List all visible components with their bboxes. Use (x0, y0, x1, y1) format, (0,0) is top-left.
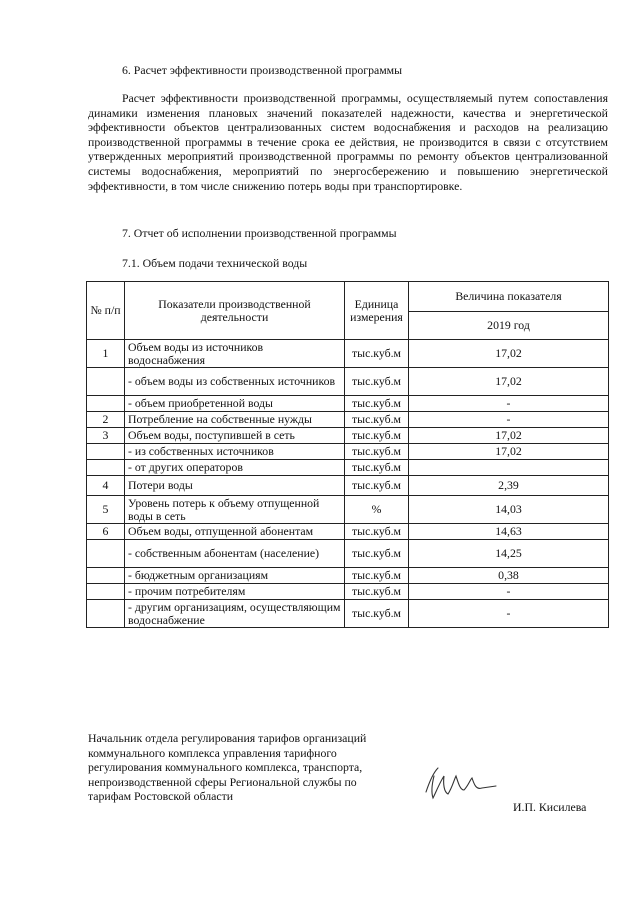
handwritten-signature (420, 762, 500, 804)
row-indicator: Уровень потерь к объему отпущенной воды в сеть (125, 496, 345, 524)
row-unit: тыс.куб.м (345, 476, 409, 496)
row-number (87, 368, 125, 396)
table-row (87, 540, 609, 568)
table-row (87, 368, 609, 396)
row-unit: тыс.куб.м (345, 368, 409, 396)
signature-title-line: непроизводственной сферы Региональной службы по (88, 774, 357, 789)
row-number (87, 568, 125, 584)
row-indicator: - объем приобретенной воды (125, 396, 345, 412)
row-number: 4 (87, 476, 125, 496)
signature-title-line: коммунального комплекса управления тарифного (88, 745, 337, 760)
row-indicator: - из собственных источников (125, 444, 345, 460)
signature-title-line: тарифам Ростовской области (88, 789, 234, 804)
row-indicator: Объем воды из источников водоснабжения (125, 340, 345, 368)
row-unit: тыс.куб.м (345, 428, 409, 444)
row-indicator: - собственным абонентам (население) (125, 540, 345, 568)
table-row (87, 340, 609, 368)
table-row (87, 444, 609, 460)
row-value: 14,25 (409, 540, 609, 568)
row-unit: тыс.куб.м (345, 600, 409, 628)
header-num: № п/п (87, 282, 125, 340)
row-indicator: - прочим потребителям (125, 584, 345, 600)
section-7-1-heading: 7.1. Объем подачи технической воды (122, 256, 308, 270)
table-body (87, 340, 609, 628)
row-unit: тыс.куб.м (345, 412, 409, 428)
row-indicator: - от других операторов (125, 460, 345, 476)
row-value: 17,02 (409, 428, 609, 444)
signature-title-line: регулирования коммунального комплекса, транспорта, (88, 760, 363, 775)
table-row (87, 584, 609, 600)
header-year: 2019 год (409, 312, 609, 340)
row-indicator: Объем воды, отпущенной абонентам (125, 524, 345, 540)
row-number (87, 444, 125, 460)
header-indicator: Показатели производственной деятельности (125, 282, 345, 340)
row-unit: тыс.куб.м (345, 540, 409, 568)
row-value: - (409, 412, 609, 428)
row-unit: тыс.куб.м (345, 568, 409, 584)
row-unit: тыс.куб.м (345, 584, 409, 600)
row-value: 17,02 (409, 444, 609, 460)
water-supply-table (86, 281, 609, 628)
header-unit: Единица измерения (345, 282, 409, 340)
row-number (87, 540, 125, 568)
table-row (87, 476, 609, 496)
table-row (87, 600, 609, 628)
row-unit: % (345, 496, 409, 524)
row-indicator: Потребление на собственные нужды (125, 412, 345, 428)
row-number (87, 396, 125, 412)
row-number (87, 584, 125, 600)
table-row (87, 496, 609, 524)
signature-block (88, 731, 418, 804)
row-value: - (409, 396, 609, 412)
row-value: - (409, 584, 609, 600)
row-value: 2,39 (409, 476, 609, 496)
header-value: Величина показателя (409, 282, 609, 312)
row-unit: тыс.куб.м (345, 524, 409, 540)
row-indicator: - другим организациям, осуществляющим водоснабжение (125, 600, 345, 628)
table-row (87, 396, 609, 412)
table-row (87, 428, 609, 444)
row-number (87, 600, 125, 628)
row-number: 3 (87, 428, 125, 444)
row-value: 17,02 (409, 368, 609, 396)
row-value (409, 460, 609, 476)
row-value: 17,02 (409, 340, 609, 368)
table-row (87, 412, 609, 428)
row-value: 14,63 (409, 524, 609, 540)
table-row (87, 524, 609, 540)
row-value: - (409, 600, 609, 628)
row-number: 6 (87, 524, 125, 540)
row-value: 0,38 (409, 568, 609, 584)
table-row (87, 460, 609, 476)
row-number (87, 460, 125, 476)
section-6-heading: 6. Расчет эффективности производственной программы (122, 63, 403, 77)
table-row (87, 568, 609, 584)
row-number: 5 (87, 496, 125, 524)
section-7-heading: 7. Отчет об исполнении производственной программы (122, 226, 397, 240)
row-indicator: - бюджетным организациям (125, 568, 345, 584)
signer-name: И.П. Кисилева (513, 800, 587, 814)
row-unit: тыс.куб.м (345, 340, 409, 368)
row-indicator: - объем воды из собственных источников (125, 368, 345, 396)
row-number: 2 (87, 412, 125, 428)
row-unit: тыс.куб.м (345, 396, 409, 412)
row-indicator: Объем воды, поступившей в сеть (125, 428, 345, 444)
section-6-paragraph: Расчет эффективности производственной программы, осуществляемый путем сопоставления динамики изменения плановых значений показателей надежности, качества и энергетической эффективности объектов централизованных систем водоснабжения и расходов на реализацию производственной программы в течение срока ее действия, не производится в связи с отсутствием утвержденных мероприятий производственной программы по ремонту объектов централизованной системы водоснабжения, мероприятий по энергосбережению и повышению энергетической эффективности, в том числе снижению потерь воды при транспортировке. (88, 91, 608, 193)
row-value: 14,03 (409, 496, 609, 524)
row-unit: тыс.куб.м (345, 460, 409, 476)
row-indicator: Потери воды (125, 476, 345, 496)
row-unit: тыс.куб.м (345, 444, 409, 460)
signature-title-line: Начальник отдела регулирования тарифов организаций (88, 731, 367, 745)
row-number: 1 (87, 340, 125, 368)
